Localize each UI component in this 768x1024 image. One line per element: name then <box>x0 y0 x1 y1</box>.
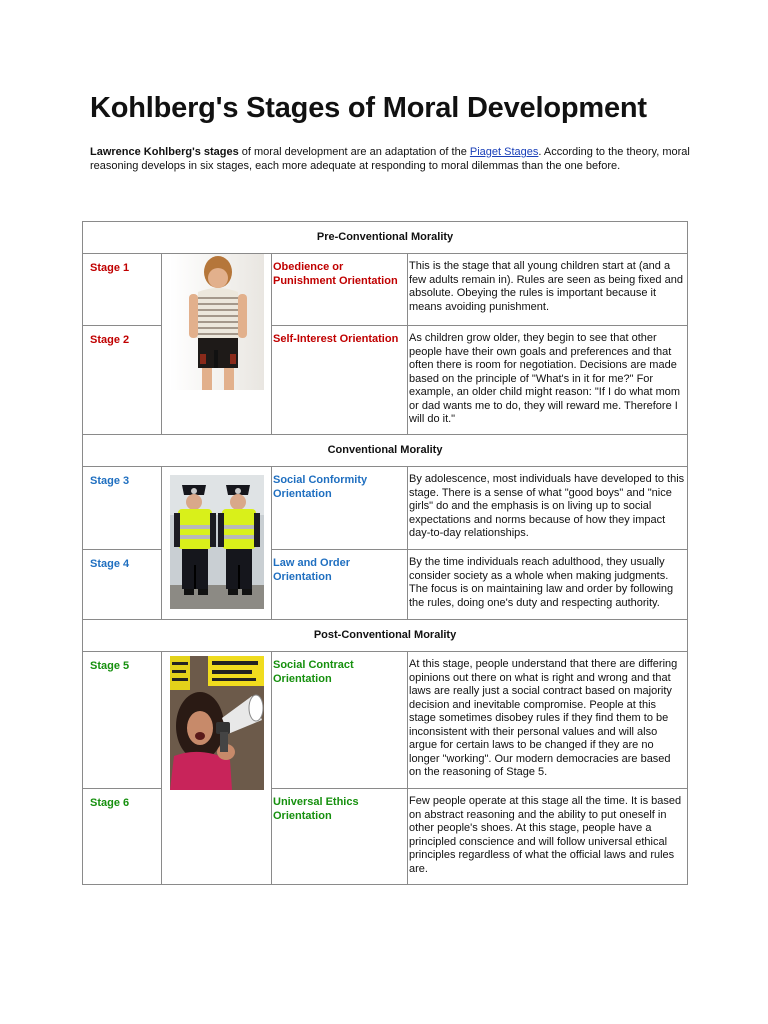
stage-label: Stage 3 <box>83 467 162 550</box>
section-heading-pre-conventional: Pre-Conventional Morality <box>83 222 688 254</box>
intro-bold-lead: Lawrence Kohlberg's stages <box>90 146 239 158</box>
intro-text-before-link: of moral development are an adaptation of the <box>238 146 470 158</box>
piaget-stages-link[interactable]: Piaget Stages <box>469 146 539 158</box>
stage-orientation: Self-Interest Orientation <box>272 326 408 435</box>
section-heading-post-conventional: Post-Conventional Morality <box>83 620 688 652</box>
stage-description: By adolescence, most individuals have developed to this stage. There is a sense of what "good boys" and "nice girls" do and the emphasis is on living up to social expectations and norms because of how they impact day-to-day relationships. <box>408 467 688 550</box>
stage-description: This is the stage that all young children start at (and a few adults remain in). Rules are seen as being fixed and absolute. Obeying the rules is important because it means avoiding punishment. <box>408 254 688 326</box>
stage-label: Stage 6 <box>83 789 162 885</box>
stage-description: As children grow older, they begin to see that other people have their own goals and preferences and that often there is room for negotiation. Decisions are made based on the principle of "What's in it for me?" For example, an older child might reason: "If I do what mom or dad wants me to do, they will reward me. Therefore I will do it." <box>408 326 688 435</box>
stage-description: At this stage, people understand that there are differing opinions out there on what is right and wrong and that laws are really just a social contract based on majority decision and inevitable compromise. People at this stage sometimes disobey rules if they find them to be inconsistent with their personal values and will also argue for certain laws to be changed if they are no longer "working". Our modern democracies are based on the reasoning of Stage 5. <box>408 652 688 789</box>
stage-orientation: Social Conformity Orientation <box>272 467 408 550</box>
stages-table <box>82 221 688 885</box>
stage-label: Stage 4 <box>83 550 162 620</box>
protester-megaphone-photo-icon <box>170 656 264 790</box>
stage-label: Stage 5 <box>83 652 162 789</box>
section-photo-cell <box>162 652 272 885</box>
stage-orientation: Law and Order Orientation <box>272 550 408 620</box>
section-heading-conventional: Conventional Morality <box>83 435 688 467</box>
intro-paragraph <box>90 145 690 173</box>
stage-orientation: Obedience or Punishment Orientation <box>272 254 408 326</box>
stage-label: Stage 2 <box>83 326 162 435</box>
page-title: Kohlberg's Stages of Moral Development <box>90 92 647 124</box>
child-facing-wall-photo-icon <box>170 254 264 390</box>
stage-label: Stage 1 <box>83 254 162 326</box>
section-photo-cell <box>162 254 272 435</box>
police-officers-photo-icon <box>170 475 264 609</box>
stage-orientation: Universal Ethics Orientation <box>272 789 408 885</box>
stage-description: Few people operate at this stage all the time. It is based on abstract reasoning and the ability to put oneself in other people's shoes. At this stage, people have a principled conscience and will follow universal ethical principles regardless of what the official laws and rules are. <box>408 789 688 885</box>
stage-description: By the time individuals reach adulthood, they usually consider society as a whole when making judgments. The focus is on maintaining law and order by following the rules, doing one's duty and respecting authority. <box>408 550 688 620</box>
stage-orientation: Social Contract Orientation <box>272 652 408 789</box>
intro-text-after-link: . According to the theory, moral reasoning develops in six stages, each more adequate at responding to moral dilemmas than the one before. <box>90 146 690 172</box>
section-photo-cell <box>162 467 272 620</box>
